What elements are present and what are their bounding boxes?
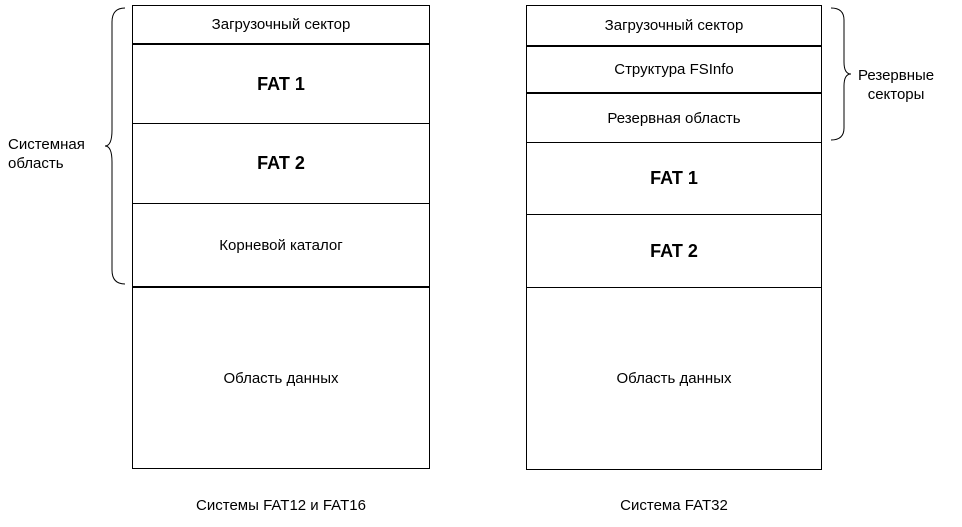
fat16-boot-sector <box>133 6 429 43</box>
fat16-fat2 <box>133 124 429 203</box>
fat32-reserved-area <box>527 94 821 142</box>
fat32-data-area <box>527 288 821 469</box>
fat32-fat2 <box>527 215 821 287</box>
fat16-root-directory-label: Корневой каталог <box>219 236 343 254</box>
fat32-reserved-area-label: Резервная область <box>607 109 741 127</box>
fat32-boot-sector <box>527 6 821 45</box>
fat32-fsinfo <box>527 47 821 92</box>
reserved-sectors-label-line2: секторы <box>867 86 925 103</box>
system-area-brace <box>104 6 128 286</box>
fat16-fat1-label: FAT 1 <box>257 73 305 94</box>
fat16-root-directory <box>133 204 429 286</box>
reserved-sectors-brace <box>830 6 854 142</box>
fat16-layout-stack <box>132 5 430 469</box>
fat32-boot-sector-label: Загрузочный сектор <box>604 17 744 34</box>
fat16-fat2-label: FAT 2 <box>257 153 305 173</box>
fat32-fsinfo-label: Структура FSInfo <box>614 61 734 78</box>
fat32-caption: Система FAT32 <box>620 497 728 514</box>
fat16-data-area <box>133 288 429 468</box>
fat16-data-area-label: Область данных <box>223 369 339 387</box>
fat16-boot-sector-label: Загрузочный сектор <box>211 16 351 33</box>
reserved-sectors-label-line1: Резервные <box>858 67 935 84</box>
fat16-fat1 <box>133 45 429 123</box>
system-area-label-line2: область <box>8 155 64 172</box>
system-area-label-line1: Системная <box>8 136 85 153</box>
fat32-fat1-label: FAT 1 <box>650 168 698 188</box>
fat16-caption: Системы FAT12 и FAT16 <box>196 497 366 514</box>
reserved-sectors-label <box>858 66 934 104</box>
fat32-layout-stack <box>526 5 822 470</box>
fat32-data-area-label: Область данных <box>616 370 732 387</box>
system-area-label <box>8 135 85 173</box>
fat32-fat1 <box>527 143 821 214</box>
fat32-fat2-label: FAT 2 <box>650 240 698 261</box>
